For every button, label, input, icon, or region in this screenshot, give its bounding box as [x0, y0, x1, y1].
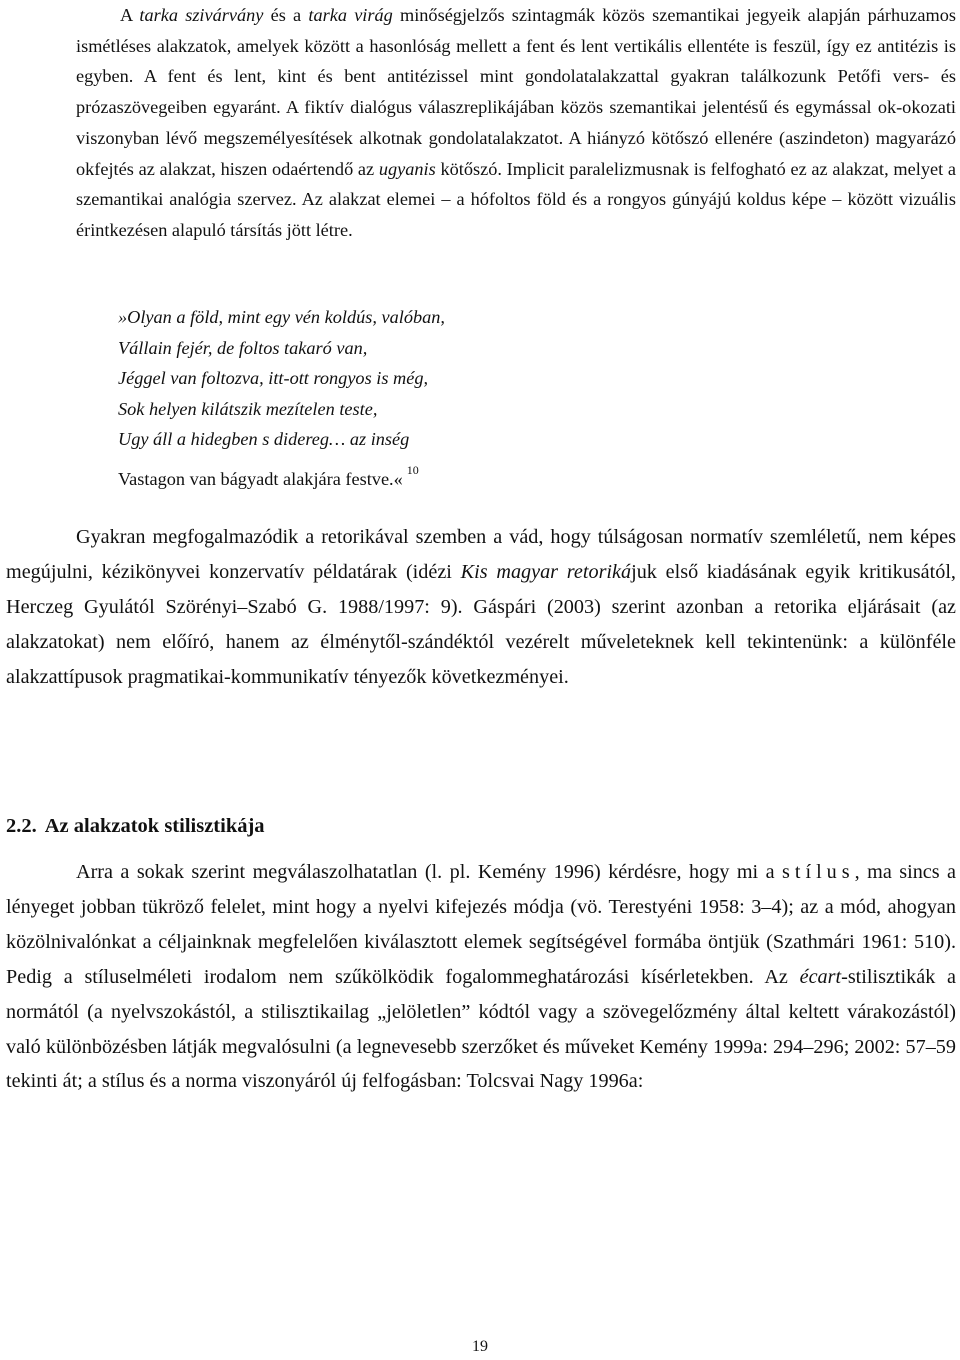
text-run: A [120, 5, 140, 25]
paragraph-1-text [76, 0, 956, 246]
text-run: Gyakran megfogalmazódik a retorikával szemben a vád, hogy túlságosan normatív szemléletű, nem képes megújulni, kézikönyvei konzervatív példatárak (idézi [6, 526, 956, 583]
text-run: Arra a sokak szerint megválaszolhatatlan (l. pl. Kemény 1996) kérdésre, hogy mi a [76, 861, 782, 883]
page-number: 19 [472, 1338, 488, 1355]
italic-run: tarka virág [308, 5, 393, 25]
poem-line: Vastagon van bágyadt alakjára festve.« $^{10}$ [118, 462, 419, 489]
paragraph-2 [6, 520, 956, 695]
italic-run: ugyanis [378, 158, 436, 179]
spaced-term: stílus [782, 861, 855, 883]
poem-line: Ugy áll a hidegben s didereg… az inség [118, 429, 410, 449]
paragraph-3 [6, 855, 956, 1099]
poem-line: Vállain fejér, de foltos takaró van, [118, 337, 368, 358]
section-heading [6, 815, 273, 838]
text-run: és a [263, 5, 309, 25]
section-number: 2.2. [6, 815, 37, 837]
italic-run: tarka szivárvány [139, 5, 264, 25]
poem-line: »Olyan a föld, mint egy vén koldús, valóban, [118, 307, 445, 327]
text-run: kötőszó. Implicit paralelizmusnak is felfogható ez az alakzat, melyet a szemantikai analógia szervez. Az alakzat elemei – a hófoltos föld és a rongyos gúnyájú koldus képe – között vizuális érintkezésen alapuló társítás jött létre. [76, 158, 956, 240]
italic-run: Kis magyar retoriká [460, 560, 632, 583]
paragraph-1 [76, 0, 956, 246]
footnote-marker[interactable]: 10 [406, 462, 419, 477]
poem-quote [118, 302, 445, 494]
text-run: minőségjelzős szintagmák közös szemantikai jegyeik alapján párhuzamos ismétléses alakzatok, amelyek között a hasonlóság mellett a fent és lent vertikális ellentéte is feszül, így ez antitézis is egyben. A fent és lent, kint és bent antitézissel mint gondolatalakzattal gyakran találkozunk Petőfi vers- és prózaszövegeiben egyaránt. A fiktív dialógus válaszreplikájában közös szemantikai jelentésű és egymással ok-okozati viszonyban lévő megszemélyesítések alkotnak gondolatalakzatot. A hiányzó kötőszó ellenére (aszindeton) magyarázó okfejtés az alakzat, hiszen odaértendő az [76, 5, 956, 179]
poem-line: Sok helyen kilátszik mezítelen teste, [118, 398, 378, 419]
poem-line: Jéggel van foltozva, itt-ott rongyos is még, [118, 368, 429, 388]
text-run: juk első kiadásának egyik kritikusától, Herczeg Gyulától Szörényi–Szabó G. 1988/1997: 9). Gáspári (2003) szerint azonban a retorika eljárásait (az alakzatokat) nem előíró, hanem az élménytől-szándéktól vezérelt műveleteknek kell tekintenünk: a különféle alakzattípusok pragmatikai-kommunikatív tényezők következményei. [6, 560, 956, 688]
text-run: , ma sincs a lényeget jobban tükröző felelet, mint hogy a nyelvi kifejezés módja (vö. Terestyéni 1958: 3–4); az a mód, ahogyan közölnivalónkat a céljainknak megfelelően kiválasztott elemek segítségével formába öntjük (Szathmári 1961: 510). Pedig a stíluselméleti irodalom nem szűkölködik fogalommeghatározási kísérletekben. Az [6, 861, 956, 988]
text-run: -stilisztikák a normától (a nyelvszokástól, a stilisztikailag „jelöletlen” kódtól vagy a szövegelőzmény által keltett várakozástól) való különbözésben látják megvalósulni (a legnevesebb szerzőket és műveket Kemény 1999a: 294–296; 2002: 57–59 tekinti át; a stílus és a norma viszonyáról új felfogásban: Tolcsvai Nagy 1996a: [6, 965, 956, 1093]
section-title: Az alakzatok stilisztikája [44, 815, 265, 837]
italic-run: écart [799, 965, 842, 988]
